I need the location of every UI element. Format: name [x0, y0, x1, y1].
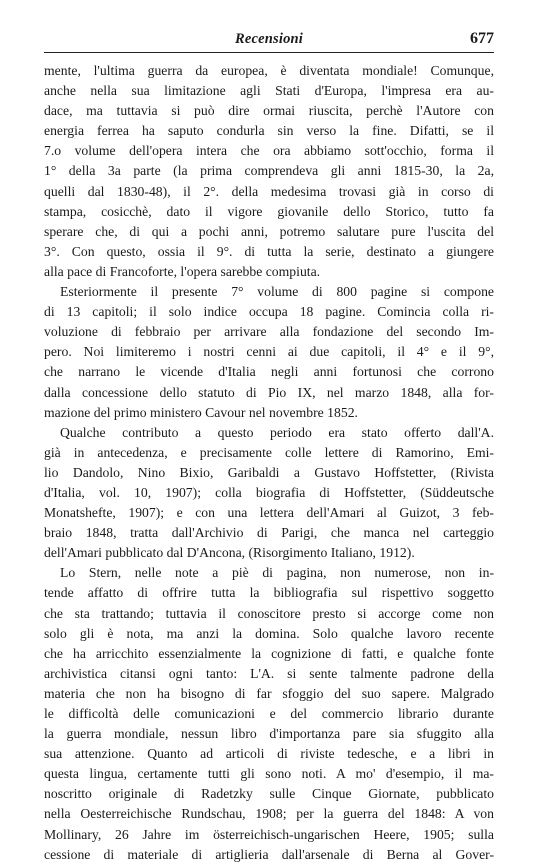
- text-line: che narrano le vicende d'Italia negli anni fortunosi che corrono: [44, 364, 494, 380]
- text-line: 1° della 3a parte (la prima comprendeva gli anni 1815-30, la 2a,: [44, 163, 494, 179]
- text-line: dell'Amari pubblicato dal D'Ancona, (Risorgimento Italiano, 1912).: [44, 545, 415, 561]
- text-line: Qualche contributo a questo periodo era stato offerto dall'A.: [60, 424, 494, 440]
- text-line: mazione del primo ministero Cavour nel novembre 1852.: [44, 404, 358, 420]
- page-number: 677: [470, 30, 494, 47]
- text-line: Monatshefte, 1907); e con una lettera dell'Amari al Guizot, 3 feb-: [44, 505, 494, 521]
- text-line: materia che non ha bisogno di far sfoggio del suo sapere. Malgrado: [44, 685, 494, 701]
- page-header: [44, 30, 494, 53]
- text-line: dace, ma tuttavia si può dire ormai riuscita, perchè l'Autore con: [44, 103, 494, 119]
- text-line: di 13 capitoli; il solo indice occupa 18 pagine. Comincia colla ri-: [44, 304, 494, 320]
- text-line: cessione di materiale di artiglieria dall'arsenale di Berna al Gover-: [44, 846, 494, 862]
- text-line: archivistica citansi ogni tanto: L'A. si sente talmente padrone della: [44, 665, 494, 681]
- text-line: lio Dandolo, Nino Bixio, Garibaldi a Gustavo Hoffstetter, (Rivista: [44, 464, 494, 480]
- text-line: tende affatto di offrire tutta la bibliografia sul rispettivo soggetto: [44, 585, 494, 601]
- review-text: [44, 61, 494, 865]
- text-line: d'Italia, vol. 10, 1907); colla biografia di Hoffstetter, (Süddeutsche: [44, 484, 494, 500]
- text-line: che ha arricchito essenzialmente la cognizione di fatti, e qualche fonte: [44, 645, 494, 661]
- text-line: voluzione di febbraio per arrivare alla fondazione del secondo Im-: [44, 324, 494, 340]
- text-line: le difficoltà delle comunicazioni e del commercio librario durante: [44, 706, 494, 721]
- text-line: anche nella sua limitazione agli Stati d'Europa, l'impresa era au-: [44, 83, 494, 99]
- text-line: sua attenzione. Quanto ad articoli di riviste tedesche, e a libri in: [44, 746, 494, 762]
- text-line: solo gli è nota, ma anzi la domina. Solo qualche lavoro recente: [44, 625, 494, 641]
- text-line: questa lingua, certamente tutti gli sono noti. A mo' d'esempio, il ma-: [44, 766, 494, 782]
- text-line: energia ferrea ha saputo condurla sin verso la fine. Difatti, se il: [44, 123, 494, 139]
- running-title: Recensioni: [234, 31, 304, 47]
- text-line: la guerra mondiale, nessun libro d'importanza pare sia sfuggito alla: [44, 726, 494, 742]
- text-line: 3°. Con questo, ossia il 9°. di tutta la serie, destinato a giungere: [44, 243, 494, 259]
- text-line: alla pace di Francoforte, l'opera sarebbe compiuta.: [44, 263, 321, 279]
- text-line: pero. Noi limiteremo i nostri cenni ai due capitoli, il 4° e il 9°,: [44, 344, 494, 360]
- text-line: dalla concessione dello statuto di Pio IX, nel marzo 1848, alla for-: [44, 384, 494, 400]
- text-line: nella Oesterreichische Rundschau, 1908; per la guerra del 1848: A von: [44, 806, 494, 822]
- text-line: mente, l'ultima guerra da europea, è diventata mondiale! Comunque,: [44, 63, 494, 78]
- text-line: che sta trattando; tuttavia il conoscitore presto si accorge come non: [44, 605, 494, 621]
- text-line: noscritto originale di Radetzky sulle Cinque Giornate, pubblicato: [44, 786, 494, 802]
- text-line: quelli dal 1830-48), il 2°. della medesima trovasi già in corso di: [44, 183, 494, 199]
- text-line: Esteriormente il presente 7° volume di 800 pagine si compone: [60, 284, 494, 300]
- text-line: 7.o volume dell'opera intera che ora abbiamo sott'occhio, forma il: [44, 143, 494, 159]
- text-line: già in antecedenza, e precisamente colle lettere di Ramorino, Emi-: [44, 444, 494, 460]
- text-line: braio 1848, tratta dall'Archivio di Parigi, che manca nel carteggio: [44, 525, 494, 541]
- text-line: Lo Stern, nelle note a piè di pagina, non numerose, non in-: [60, 565, 494, 581]
- text-line: sperare che, di qui a pochi anni, potremo salutare pure l'uscita del: [44, 223, 494, 239]
- text-line: stampa, cosicchè, dato il vigore giovanile dello Storico, tutto fa: [44, 203, 494, 219]
- text-line: Mollinary, 26 Jahre im österreichisch-ungarischen Heere, 1905; sulla: [44, 826, 494, 842]
